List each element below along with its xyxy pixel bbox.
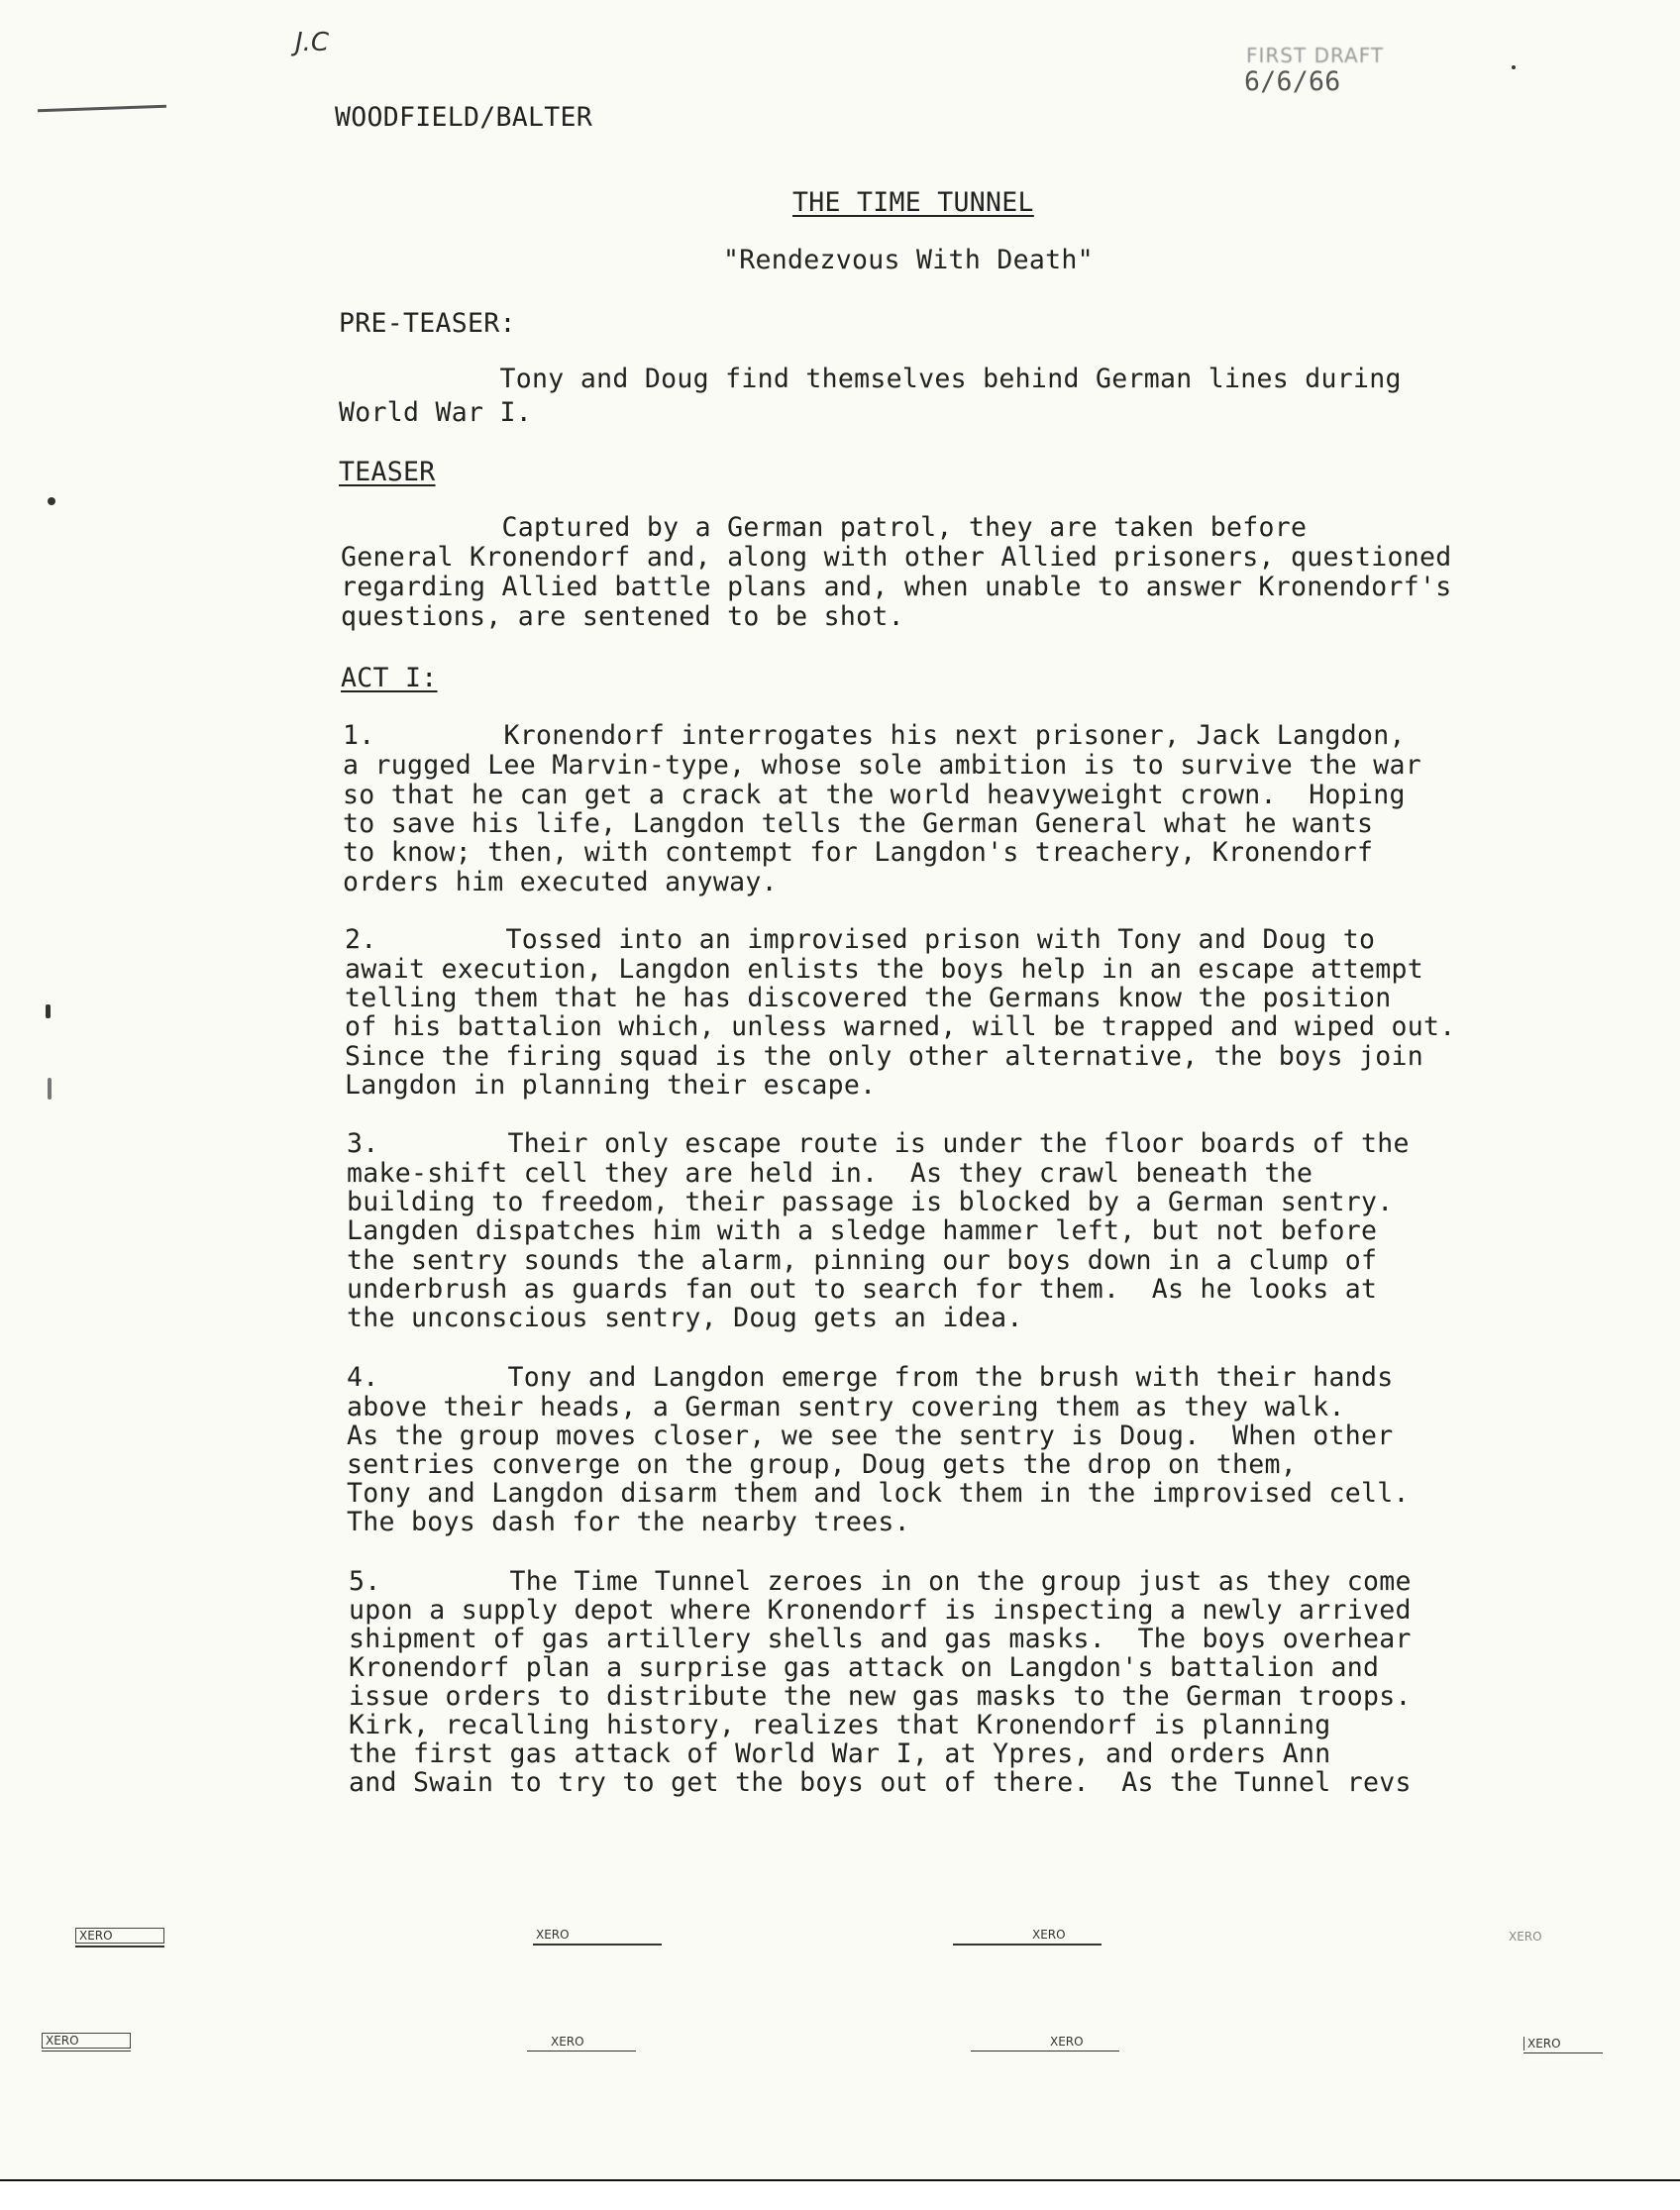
- xero-label: XERO: [1032, 1928, 1066, 1942]
- text-line: 1. Kronendorf interrogates his next prisoner, Jack Langdon,: [343, 720, 1406, 751]
- text-line: questions, are sentened to be shot.: [341, 601, 904, 632]
- margin-speck: [1512, 65, 1516, 69]
- text-line: Langden dispatches him with a sledge hammer left, but not before: [347, 1215, 1378, 1246]
- margin-speck: [46, 1004, 51, 1018]
- text-line: await execution, Langdon enlists the boys help in an escape attempt: [345, 954, 1424, 985]
- text-line: of his battalion which, unless warned, will be trapped and wiped out.: [345, 1011, 1456, 1042]
- text-line: the first gas attack of World War I, at Ypres, and orders Ann: [349, 1738, 1331, 1769]
- text-line: above their heads, a German sentry covering them as they walk.: [347, 1392, 1345, 1422]
- xero-label: XERO: [536, 1928, 570, 1942]
- text-line: the unconscious sentry, Doug gets an idea.: [347, 1303, 1023, 1333]
- episode-title: "Rendezvous With Death": [723, 245, 1094, 275]
- xero-copy-mark: [42, 2033, 131, 2052]
- text-line: building to freedom, their passage is blocked by a German sentry.: [347, 1187, 1394, 1217]
- corner-handwritten-mark: J.C: [295, 28, 330, 57]
- text-line: issue orders to distribute the new gas masks to the German troops.: [349, 1681, 1412, 1712]
- xero-label: XERO: [1509, 1930, 1542, 1944]
- text-line: General Kronendorf and, along with other Allied prisoners, questioned: [341, 542, 1452, 573]
- text-line: Kronendorf plan a surprise gas attack on Langdon's battalion and: [349, 1652, 1380, 1683]
- pre-teaser-heading: PRE-TEASER:: [339, 308, 516, 339]
- text-line: orders him executed anyway.: [343, 867, 778, 897]
- text-line: World War I.: [339, 397, 533, 428]
- text-line: 4. Tony and Langdon emerge from the brush with their hands: [347, 1362, 1394, 1393]
- text-line: upon a supply depot where Kronendorf is inspecting a newly arrived: [349, 1595, 1412, 1626]
- text-line: Since the firing squad is the only other alternative, the boys join: [345, 1041, 1424, 1072]
- text-line: 2. Tossed into an improvised prison with Tony and Doug to: [345, 924, 1376, 955]
- xero-label: XERO: [42, 2033, 131, 2049]
- text-line: make-shift cell they are held in. As they crawl beneath the: [347, 1158, 1313, 1189]
- text-line: shipment of gas artillery shells and gas masks. The boys overhear: [349, 1624, 1412, 1654]
- text-line: to know; then, with contempt for Langdon's treachery, Kronendorf: [343, 837, 1374, 868]
- authors: WOODFIELD/BALTER: [335, 102, 593, 133]
- text-line: so that he can get a crack at the world heavyweight crown. Hoping: [343, 780, 1406, 810]
- xero-copy-mark: [527, 2035, 636, 2052]
- xero-copy-mark: [953, 1928, 1102, 1946]
- margin-speck: [48, 1078, 52, 1100]
- text-line: The boys dash for the nearby trees.: [347, 1507, 910, 1537]
- xero-label: XERO: [1050, 2035, 1084, 2049]
- margin-smudge: [38, 105, 166, 113]
- text-line: Kirk, recalling history, realizes that Kronendorf is planning: [349, 1710, 1331, 1740]
- text-line: regarding Allied battle plans and, when unable to answer Kronendorf's: [341, 572, 1452, 602]
- draft-stamp: FIRST DRAFT: [1246, 44, 1385, 67]
- xero-label: XERO: [75, 1928, 164, 1944]
- act-heading: ACT I:: [341, 663, 438, 693]
- xero-copy-mark: [971, 2035, 1119, 2052]
- text-line: underbrush as guards fan out to search for them. As he looks at: [347, 1274, 1378, 1305]
- scan-bottom-edge: [0, 2179, 1680, 2210]
- text-line: the sentry sounds the alarm, pinning our boys down in a clump of: [347, 1245, 1378, 1276]
- margin-speck: [48, 497, 55, 505]
- text-line: Tony and Doug find themselves behind German lines during: [339, 364, 1402, 394]
- text-line: Langdon in planning their escape.: [345, 1070, 877, 1101]
- date: 6/6/66: [1244, 66, 1341, 97]
- text-line: telling them that he has discovered the Germans know the position: [345, 983, 1392, 1013]
- teaser-heading: TEASER: [339, 457, 436, 487]
- xero-copy-mark: [75, 1928, 164, 1947]
- xero-label: XERO: [1523, 2037, 1603, 2051]
- xero-label: XERO: [551, 2035, 584, 2049]
- xero-copy-mark: [1523, 2037, 1603, 2053]
- text-line: and Swain to try to get the boys out of there. As the Tunnel revs: [349, 1767, 1412, 1798]
- text-line: Captured by a German patrol, they are taken before: [341, 512, 1308, 543]
- text-line: As the group moves closer, we see the sentry is Doug. When other: [347, 1421, 1394, 1451]
- show-title: THE TIME TUNNEL: [792, 187, 1034, 218]
- text-line: 5. The Time Tunnel zeroes in on the group just as they come: [349, 1566, 1412, 1597]
- xero-copy-mark: [533, 1928, 662, 1946]
- text-line: 3. Their only escape route is under the floor boards of the: [347, 1128, 1410, 1159]
- xero-copy-mark: [1506, 1930, 1545, 1944]
- text-line: a rugged Lee Marvin-type, whose sole ambition is to survive the war: [343, 750, 1422, 781]
- text-line: to save his life, Langdon tells the German General what he wants: [343, 808, 1374, 839]
- text-line: sentries converge on the group, Doug gets the drop on them,: [347, 1449, 1298, 1480]
- text-line: Tony and Langdon disarm them and lock them in the improvised cell.: [347, 1478, 1410, 1509]
